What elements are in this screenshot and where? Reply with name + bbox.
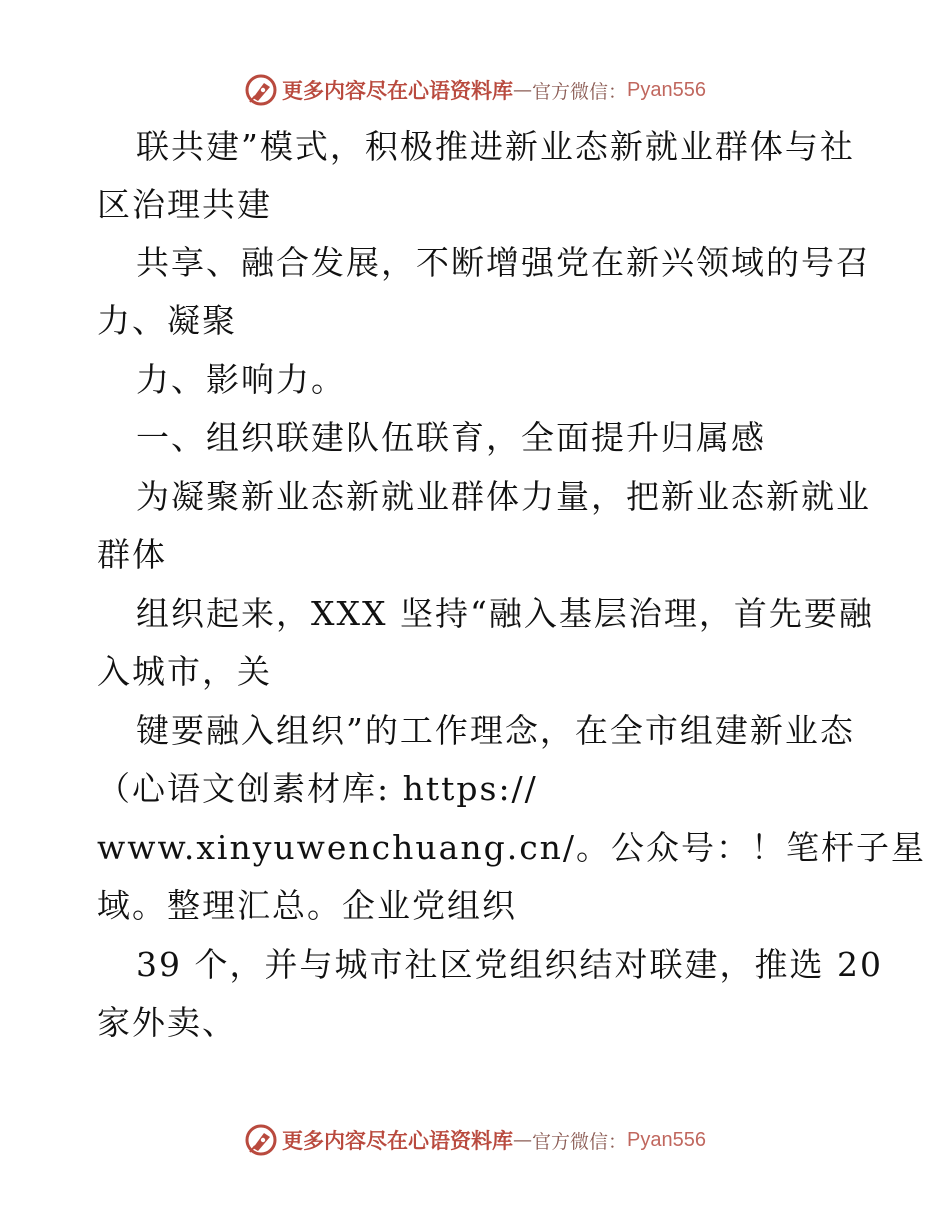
body-line: （心语文创素材库: https:// [97, 769, 538, 808]
body-line: 共享、融合发展，不断增强党在新兴领域的号召 [136, 243, 871, 282]
section-heading: 一、组织联建队伍联育，全面提升归属感 [136, 418, 766, 457]
footer-banner [0, 1118, 950, 1162]
body-line: 区治理共建 [97, 185, 272, 224]
banner-title: 更多内容尽在心语资料库 [282, 1128, 513, 1153]
body-line: 联共建”模式，积极推进新业态新就业群体与社 [136, 127, 855, 166]
pen-nib-logo-icon [244, 1123, 278, 1157]
banner-dash: — [513, 1129, 532, 1151]
body-line: 家外卖、 [97, 1003, 237, 1042]
body-line: 39 个，并与城市社区党组织结对联建，推选 20 [136, 945, 883, 984]
body-line: 群体 [97, 535, 167, 574]
body-line: 力、影响力。 [136, 360, 346, 399]
body-line: 键要融入组织”的工作理念，在全市组建新业态 [136, 711, 855, 750]
body-line: 域。整理汇总。企业党组织 [97, 886, 517, 925]
banner-dash: — [513, 79, 532, 101]
banner-wechat-label: 官方微信： [532, 80, 628, 103]
body-line: 力、凝聚 [97, 301, 237, 340]
banner-wechat-id: Pyan556 [627, 78, 706, 101]
body-line: 入城市，关 [97, 652, 272, 691]
body-line: 组织起来，XXX 坚持“融入基层治理，首先要融 [136, 594, 874, 633]
body-line: www.xinyuwenchuang.cn/。公众号：！笔杆子星 [97, 828, 927, 867]
body-line: 为凝聚新业态新就业群体力量，把新业态新就业 [136, 477, 871, 516]
banner-title: 更多内容尽在心语资料库 [282, 78, 513, 103]
banner-wechat-label: 官方微信： [532, 1130, 628, 1153]
banner-wechat-id: Pyan556 [627, 1128, 706, 1151]
